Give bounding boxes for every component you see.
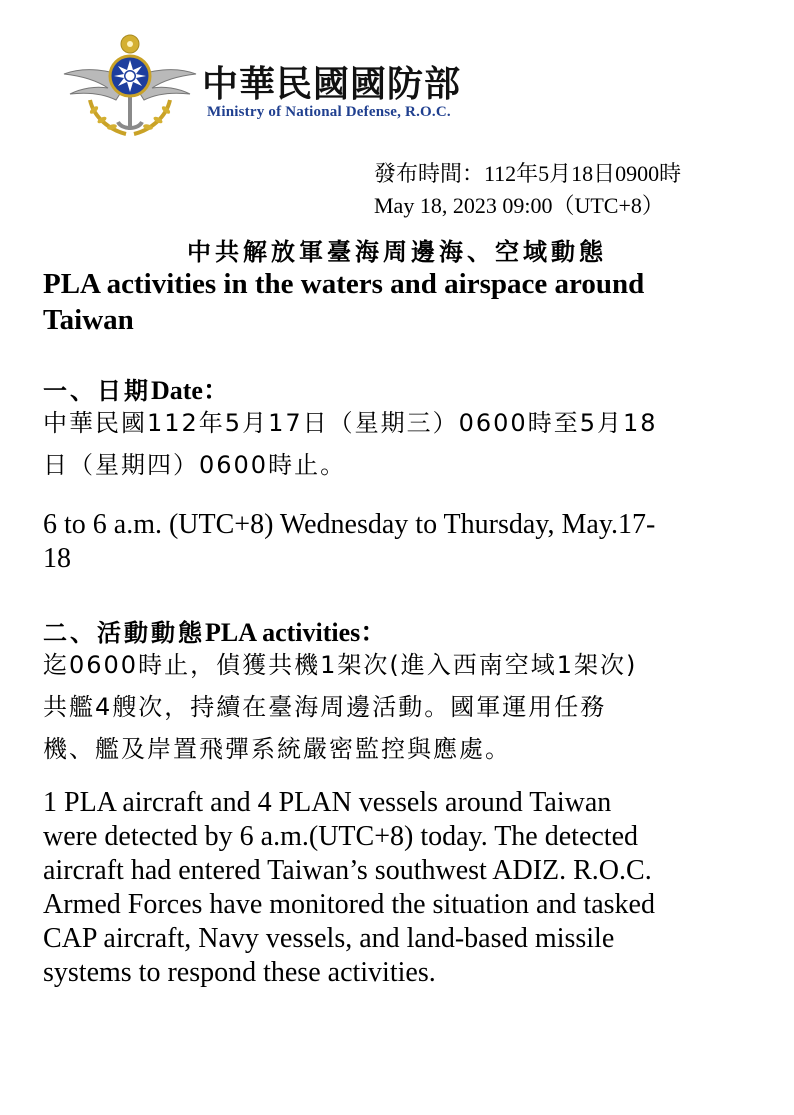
release-time [374,158,681,222]
document-title-zh: 中共解放軍臺海周邊海、空域動態 [187,238,607,266]
section-date-text-en [43,508,743,576]
paragraph-line: 迄0600時止，偵獲共機1架次(進入西南空域1架次) [43,651,638,679]
release-time-zh: 發布時間：112年5月18日0900時 [374,161,682,186]
section-activities-heading-zh: 二、活動動態 [43,619,205,647]
section-date-heading-en: Date： [151,376,229,405]
section-activities-text-en [43,786,743,990]
paragraph-line: 機、艦及岸置飛彈系統嚴密監控與應處。 [43,735,511,763]
paragraph-line: CAP aircraft, Navy vessels, and land-based missile [43,923,615,954]
title-en-line: Taiwan [43,304,134,336]
section-date-heading-zh: 一、日期 [43,377,151,405]
section-activities-heading-en: PLA activities： [205,618,387,647]
paragraph-line: 1 PLA aircraft and 4 PLAN vessels around Taiwan [43,787,612,818]
letterhead [60,30,520,140]
organization-name-zh: 中華民國國防部 [202,64,462,105]
document-title-en [43,266,743,338]
section-activities-text-zh [43,644,743,770]
paragraph-line: 共艦4艘次，持續在臺海周邊活動。國軍運用任務 [43,693,607,721]
paragraph-line: 18 [43,543,71,574]
paragraph-line: systems to respond these activities. [43,957,436,988]
organization-name-en: Ministry of National Defense, R.O.C. [207,104,451,120]
paragraph-line: Armed Forces have monitored the situation and tasked [43,889,655,920]
paragraph-line: 中華民國112年5月17日（星期三）0600時至5月18 [43,409,658,437]
mnd-emblem-icon [60,30,200,140]
release-time-en: May 18, 2023 09:00（UTC+8） [374,193,664,218]
paragraph-line: aircraft had entered Taiwan’s southwest ADIZ. R.O.C. [43,855,652,886]
title-en-line: PLA activities in the waters and airspace around [43,268,645,300]
section-date-text-zh [43,402,743,486]
paragraph-line: were detected by 6 a.m.(UTC+8) today. The detected [43,821,638,852]
paragraph-line: 6 to 6 a.m. (UTC+8) Wednesday to Thursday, May.17- [43,509,656,540]
paragraph-line: 日（星期四）0600時止。 [43,451,347,479]
